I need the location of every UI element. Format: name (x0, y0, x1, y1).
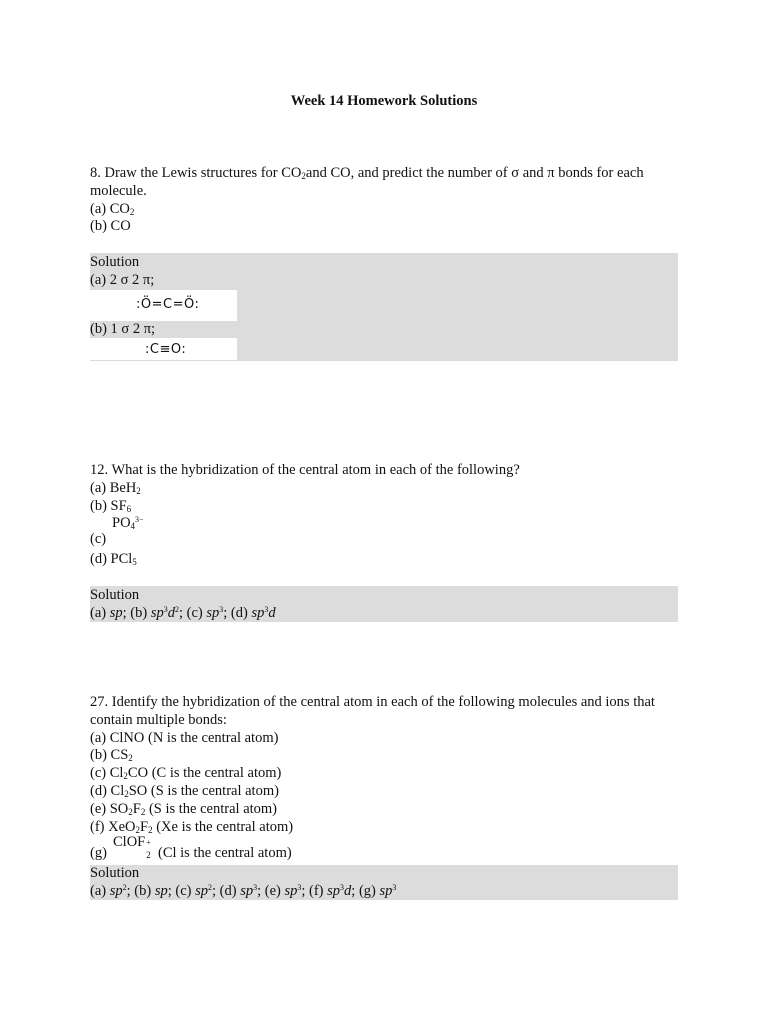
subscript: 2 (148, 824, 153, 835)
question-8 (90, 165, 678, 236)
q27-answer (90, 883, 678, 901)
q27-f-f: F (140, 818, 149, 835)
solution-label: Solution (90, 865, 140, 881)
answer-part: d (167, 604, 175, 621)
q8-item-b: (b) CO (90, 218, 131, 235)
q12-answer (90, 605, 678, 623)
answer-part: (a) (90, 882, 110, 899)
q27-c-pre: (c) Cl (90, 765, 124, 782)
q8-answer-b: (b) 1 σ 2 π; (90, 320, 156, 337)
subscript: 2 (301, 171, 306, 181)
q27-e-post: (S is the central atom) (145, 800, 278, 817)
answer-part: sp (284, 882, 298, 899)
q27-f-post: (Xe is the central atom) (152, 818, 294, 835)
q12-item-b (90, 498, 678, 516)
q27-prompt-line2: contain multiple bonds: (90, 711, 227, 728)
question-8-prompt (90, 165, 678, 183)
answer-part: sp (195, 882, 208, 899)
superscript: 3 (297, 882, 302, 892)
answer-part: d (268, 604, 276, 621)
q27-d-pre: (d) Cl (90, 782, 125, 799)
q27-g-formula: ClOF (113, 834, 146, 851)
superscript: 3 (253, 882, 258, 892)
answer-part: ; (c) (178, 604, 207, 621)
q27-c-post: CO (C is the central atom) (127, 765, 282, 782)
lewis-co-text: :C≡O: (145, 342, 187, 358)
q27-item-f (90, 819, 678, 837)
q27-e-f: F (132, 800, 141, 817)
q12-prompt: 12. What is the hybridization of the central atom in each of the following? (90, 462, 520, 478)
superscript: 3 (163, 604, 168, 614)
phosphate-formula (112, 515, 144, 533)
lewis-structure-co2 (90, 290, 237, 321)
subscript: 2 (128, 753, 133, 764)
superscript: 3− (135, 515, 144, 525)
q27-g-post: (Cl is the central atom) (158, 845, 292, 862)
superscript: 2 (208, 882, 212, 892)
q27-item-d (90, 783, 678, 801)
answer-part: d (344, 882, 352, 899)
q27-g-label: (g) (90, 845, 107, 862)
q8-item-a (90, 201, 678, 219)
q27-item-g (90, 836, 678, 862)
answer-part: ; (e) (257, 882, 285, 899)
q12-c-formula: PO (112, 515, 131, 532)
q8-text-part3: molecule. (90, 182, 147, 199)
answer-part: ; (b) (122, 604, 151, 621)
answer-part: ; (d) (212, 882, 241, 899)
answer-part: sp (327, 882, 341, 899)
answer-part: sp (240, 882, 254, 899)
page-title: Week 14 Homework Solutions (290, 93, 478, 109)
q27-item-b (90, 747, 678, 765)
q27-prompt-line1: 27. Identify the hybridization of the central atom in each of the following molecules and ions that (90, 694, 655, 710)
q27-b-label: (b) CS (90, 747, 129, 764)
superscript: 2 (174, 604, 179, 614)
subscript: 4 (130, 521, 136, 532)
subscript: 2 (136, 485, 141, 496)
superscript: 3 (340, 882, 345, 892)
q27-item-e (90, 801, 678, 819)
q27-item-c (90, 765, 678, 783)
answer-part: (a) (90, 604, 110, 621)
subscript: 2 (140, 806, 146, 817)
q12-d-label: (d) PCl (90, 551, 133, 568)
solution-label: Solution (90, 254, 140, 270)
subscript: 5 (132, 557, 137, 568)
answer-part: sp (251, 604, 265, 621)
clof2-ion-formula: ClOF + 2 (113, 834, 151, 861)
q27-e-pre: (e) SO (90, 800, 129, 817)
superscript: 2 (122, 882, 127, 892)
lewis-structure-co (90, 338, 237, 360)
answer-part: sp (379, 882, 393, 899)
q8-text-part1: 8. Draw the Lewis structures for CO (90, 165, 302, 181)
q12-item-c (90, 515, 678, 551)
answer-part: ; (c) (167, 882, 196, 899)
subscript: 6 (126, 503, 132, 514)
q8-answer-a: (a) 2 σ 2 π; (90, 271, 155, 288)
q8-solution-box (90, 253, 678, 361)
q27-solution-box (90, 865, 678, 900)
answer-part: ; (d) (223, 604, 252, 621)
q12-a-label: (a) BeH (90, 479, 137, 496)
answer-part: sp (109, 882, 123, 899)
q27-f-pre: (f) XeO (90, 818, 136, 835)
q27-d-post: SO (S is the central atom) (128, 782, 279, 799)
q12-item-a (90, 480, 678, 498)
subscript: 2 (135, 824, 140, 835)
q27-item-a: (a) ClNO (N is the central atom) (90, 729, 279, 746)
answer-part: sp (150, 604, 164, 621)
answer-part: ; (g) (351, 882, 380, 899)
question-27 (90, 694, 678, 862)
q12-c-label: (c) (90, 531, 107, 548)
lewis-co2-text: :Ö=C=Ö: (136, 296, 200, 312)
subscript: 2 (128, 806, 133, 817)
subscript: 2 (123, 771, 128, 782)
superscript: 3 (392, 882, 397, 892)
superscript: 3 (219, 604, 224, 614)
answer-part: ; (b) (126, 882, 155, 899)
q12-b-label: (b) SF (90, 497, 127, 514)
solution-label: Solution (90, 587, 140, 603)
answer-part: sp (154, 882, 168, 899)
q12-solution-box (90, 586, 678, 622)
answer-part: sp (109, 604, 123, 621)
subscript: 2 (124, 788, 129, 799)
q8-text-part2: and CO, and predict the number of σ and π bonds for each (305, 165, 644, 181)
answer-part: sp (206, 604, 220, 621)
superscript: 3 (264, 604, 269, 614)
q12-item-d (90, 551, 678, 569)
q8-item-a-label: (a) CO (90, 200, 130, 217)
question-12 (90, 462, 678, 569)
subscript: 2 (129, 206, 135, 217)
answer-part: ; (f) (301, 882, 328, 899)
